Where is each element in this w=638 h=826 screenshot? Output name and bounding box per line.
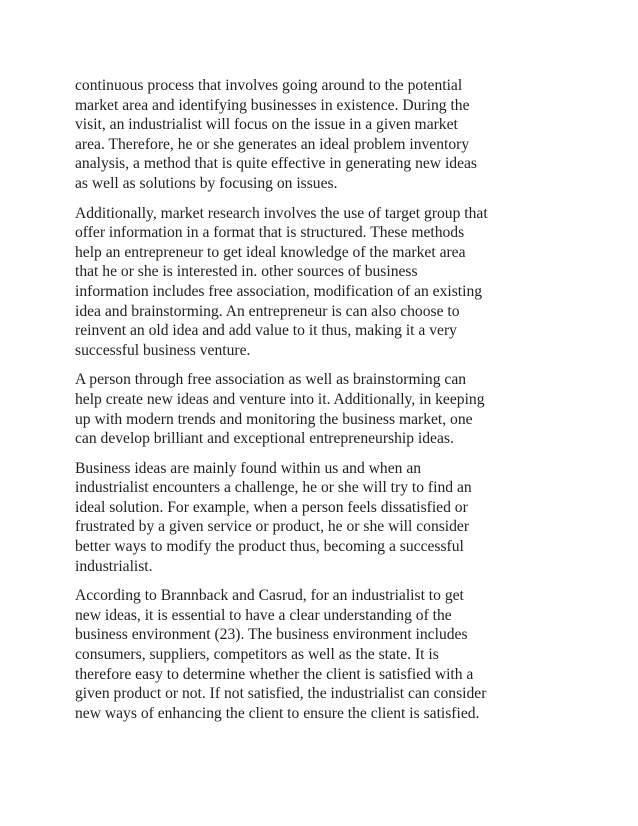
text-line: can develop brilliant and exceptional entrepreneurship ideas. — [75, 430, 454, 448]
text-line: visit, an industrialist will focus on the issue in a given market — [75, 116, 458, 134]
paragraph-4 — [75, 459, 575, 577]
text-line: help create new ideas and venture into it. Additionally, in keeping — [75, 390, 485, 408]
text-line: continuous process that involves going around to the potential — [75, 77, 463, 94]
text-line: successful business venture. — [75, 341, 251, 359]
text-line: information includes free association, modification of an existing — [75, 282, 483, 300]
text-line: ideal solution. For example, when a person feels dissatisfied or — [75, 498, 468, 516]
text-line: new ideas, it is essential to have a clear understanding of the — [75, 606, 452, 624]
text-line: up with modern trends and monitoring the business market, one — [75, 410, 473, 428]
text-line: analysis, a method that is quite effective in generating new ideas — [75, 155, 477, 173]
paragraph-5 — [75, 586, 575, 723]
text-line: as well as solutions by focusing on issues. — [75, 174, 338, 192]
text-line: Additionally, market research involves the use of target group that — [75, 204, 488, 222]
text-line: area. Therefore, he or she generates an ideal problem inventory — [75, 135, 470, 153]
text-line: reinvent an old idea and add value to it thus, making it a very — [75, 322, 457, 340]
text-line: industrialist encounters a challenge, he or she will try to find an — [75, 479, 472, 497]
text-line: Business ideas are mainly found within us and when an — [75, 459, 422, 477]
text-line: offer information in a format that is structured. These methods — [75, 224, 465, 242]
paragraph-3 — [75, 370, 575, 448]
text-line: new ways of enhancing the client to ensure the client is satisfied. — [75, 704, 480, 722]
text-line: According to Brannback and Casrud, for an industrialist to get — [75, 587, 464, 605]
text-line: better ways to modify the product thus, becoming a successful — [75, 538, 464, 556]
text-line: that he or she is interested in. other sources of business — [75, 263, 418, 281]
text-line: help an entrepreneur to get ideal knowledge of the market area — [75, 243, 466, 261]
text-line: industrialist. — [75, 557, 153, 575]
text-line: frustrated by a given service or product, he or she will consider — [75, 518, 470, 536]
text-line: idea and brainstorming. An entrepreneur is can also choose to — [75, 302, 460, 320]
text-line: consumers, suppliers, competitors as well as the state. It is — [75, 646, 439, 664]
text-line: market area and identifying businesses in existence. During the — [75, 96, 470, 114]
text-line: A person through free association as well as brainstorming can — [75, 371, 467, 389]
paragraph-1 — [75, 76, 575, 194]
text-line: therefore easy to determine whether the client is satisfied with a — [75, 665, 474, 683]
text-line: given product or not. If not satisfied, the industrialist can consider — [75, 685, 487, 703]
document-body — [75, 76, 575, 733]
text-line: business environment (23). The business environment includes — [75, 626, 468, 644]
paragraph-2 — [75, 204, 575, 361]
